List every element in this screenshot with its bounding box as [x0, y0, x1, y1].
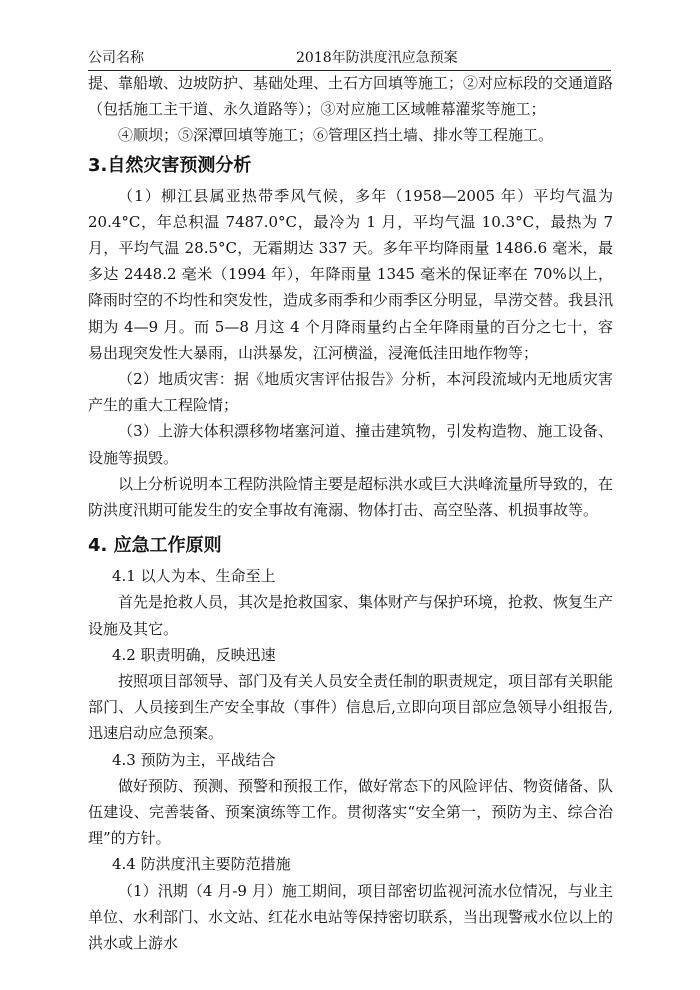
section-3-paragraph-4: 以上分析说明本工程防洪险情主要是超标洪水或巨大洪峰流量所导致的，在防洪度汛期可能发生的安全事故有淹溺、物体打击、高空坠落、机损事故等。 [88, 474, 614, 520]
section-4-1-text: 首先是抢救人员，其次是抢救国家、集体财产与保护环境，抢救、恢复生产设施及其它。 [88, 593, 614, 638]
section-4-4-title: 4.4 防洪度汛主要防范措施 [112, 855, 291, 874]
page-header [88, 48, 611, 71]
section-4-1-title: 4.1 以人为本、生命至上 [112, 567, 276, 586]
section-4-4-text: （1）汛期（4 月-9 月）施工期间，项目部密切监视河流水位情况，与业主单位、水利部门、水文站、红花水电站等保持密切联系，当出现警戒水位以上的洪水或上游水 [88, 881, 614, 953]
section-3-paragraph-2: （2）地质灾害：据《地质灾害评估报告》分析，本河段流域内无地质灾害产生的重大工程险情； [88, 370, 613, 415]
company-name: 公司名称 [88, 50, 144, 66]
section-4-3-text: 做好预防、预测、预警和预报工作，做好常态下的风险评估、物资储备、队伍建设、完善装备、预案演练等工作。贯彻落实“安全第一，预防为主、综合治理”的方针。 [88, 776, 614, 848]
intro-paragraph-1: 提、靠船墩、边坡防护、基础处理、土石方回填等施工；②对应标段的交通道路（包括施工主干道、永久道路等）；③对应施工区域帷幕灌浆等施工； [88, 74, 614, 119]
intro-paragraph-2: ④顺坝；⑤深潭回填等施工；⑥管理区挡土墙、排水等工程施工。 [118, 126, 554, 145]
document-title: 2018年防洪度汛应急预案 [296, 50, 458, 66]
section-3-paragraph-1: （1）柳江县属亚热带季风气候，多年（1958—2005 年）平均气温为 20.4°C，年总积温 7487.0°C，最冷为 1 月，平均气温 10.3°C，最热为 7 月，平均气温 28.5°C，无霜期达 337 天。多年平均降雨量 1486.6 毫米，最多达 2448.2 毫米（1994 年），年降雨量 1345 毫米的保证率在 70%以上，降雨时空的不均性和突发性，造成多雨季和少雨季区分明显，旱涝交替。我县汛期为 4—9 月。而 5—8 月这 4 个月降雨量约占全年降雨量的百分之七十，容易出现突发性大暴雨，山洪暴发，江河横溢，浸淹低洼田地作物等； [88, 186, 614, 362]
section-4-2-text: 按照项目部领导、部门及有关人员安全责任制的职责规定，项目部有关职能部门、人员接到生产安全事故（事件）信息后,立即向项目部应急领导小组报告,迅速启动应急预案。 [88, 672, 614, 743]
section-3-heading: 3.自然灾害预测分析 [88, 154, 252, 176]
document-body [88, 70, 613, 956]
section-3-paragraph-3: （3）上游大体积漂移物堵塞河道、撞击建筑物，引发构造物、施工设备、设施等损毁。 [88, 422, 613, 467]
section-4-2-title: 4.2 职责明确，反映迅速 [112, 645, 276, 664]
section-4-3-title: 4.3 预防为主，平战结合 [112, 750, 276, 769]
section-4-heading: 4. 应急工作原则 [88, 535, 222, 557]
